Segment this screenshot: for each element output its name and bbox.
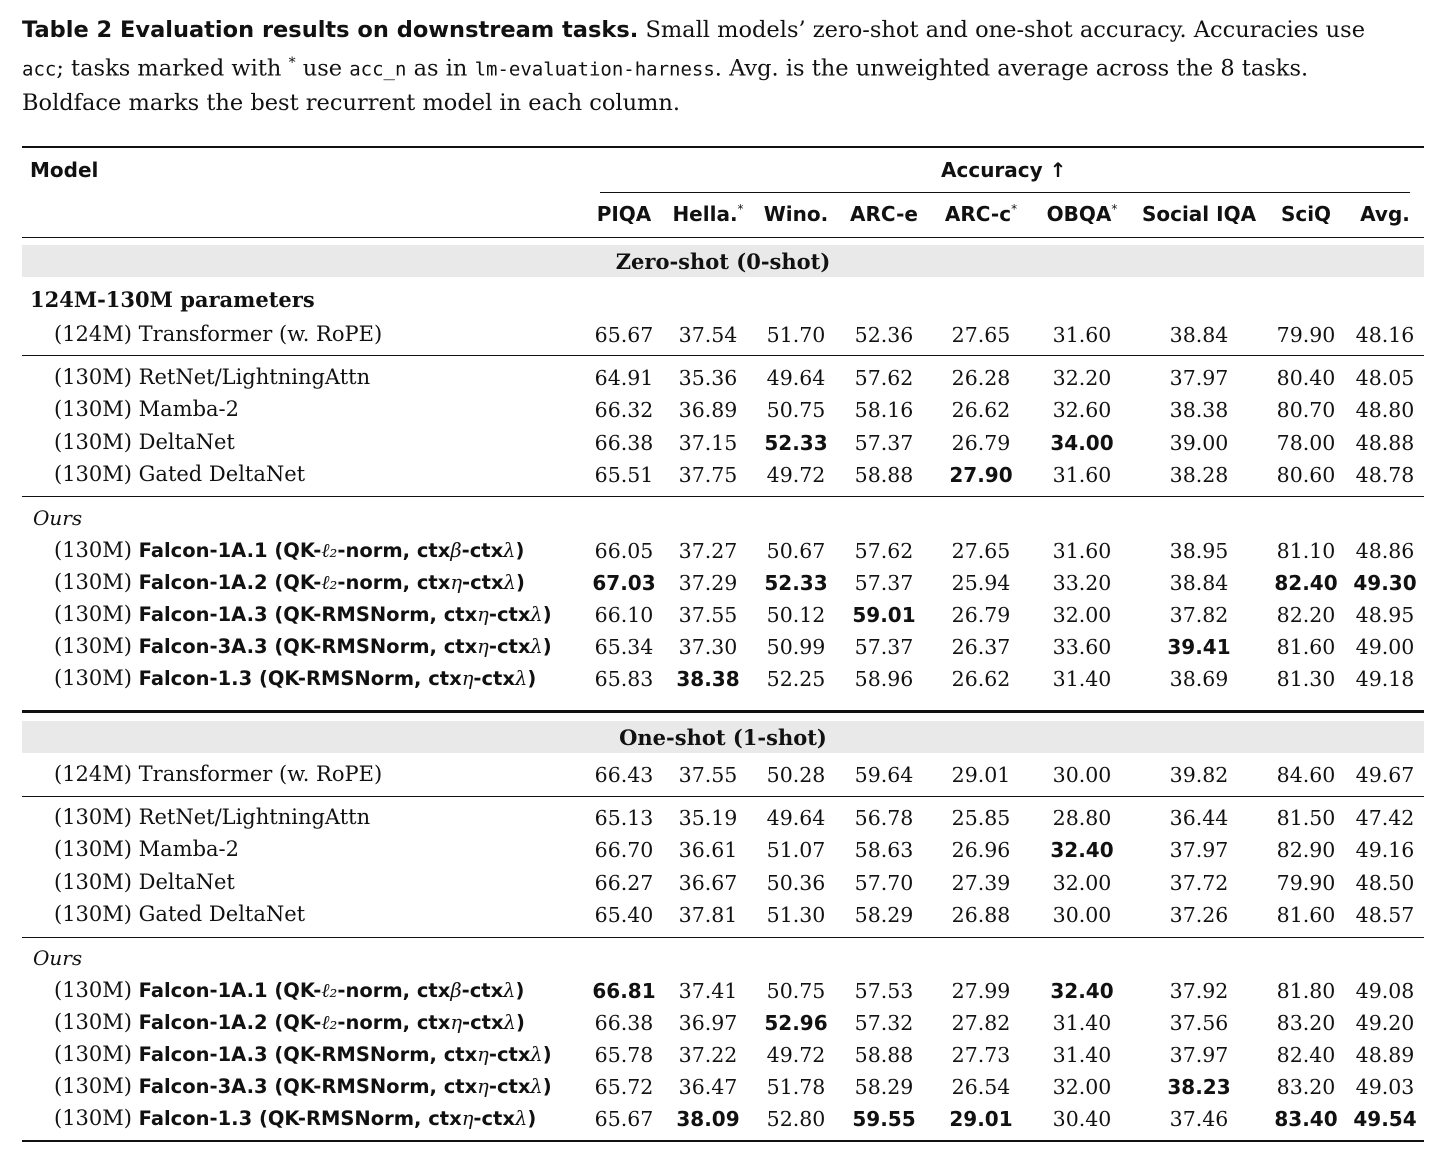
table-cell: 49.67: [1355, 763, 1415, 787]
table-cell: 26.62: [951, 398, 1011, 423]
table-cell: 37.15: [678, 430, 738, 455]
model-name: (124M) Transformer (w. RoPE): [54, 762, 383, 786]
table-cell: 37.22: [678, 1043, 738, 1067]
table-cell: 48.05: [1355, 366, 1415, 390]
table-cell: 57.70: [854, 870, 914, 895]
table-cell: 52.33: [764, 571, 828, 595]
table-cell: 27.99: [951, 979, 1011, 1003]
table-cell: 79.90: [1276, 323, 1336, 347]
table-cell: 31.60: [1052, 539, 1112, 563]
table-cell: 58.29: [854, 902, 914, 927]
caption-text: use: [302, 55, 343, 82]
table-cell: 80.70: [1276, 398, 1336, 423]
table-cell: 38.38: [676, 667, 740, 691]
ours-label: Ours: [33, 506, 83, 530]
table-cell: 81.80: [1276, 979, 1336, 1003]
table-cell: 58.96: [854, 667, 914, 691]
table-cell: 37.30: [678, 635, 738, 659]
table-cell: 48.95: [1355, 603, 1415, 627]
ours-label: Ours: [33, 946, 83, 970]
table-cell: 32.00: [1052, 1075, 1112, 1099]
table-cell: 26.96: [951, 838, 1011, 863]
table-cell: 35.36: [678, 366, 738, 390]
column-header: [850, 202, 918, 226]
table-cell: 36.44: [1169, 806, 1229, 830]
table-cell: 36.67: [678, 870, 738, 895]
table-cell: 27.73: [951, 1043, 1011, 1067]
table-cell: 66.05: [594, 539, 654, 563]
table-cell: 37.97: [1169, 366, 1229, 390]
greek-symbol: η: [450, 571, 463, 594]
table-cell: 37.92: [1169, 979, 1229, 1003]
table-cell: 49.16: [1355, 838, 1415, 863]
caption-text: as in: [413, 55, 468, 82]
model-name: (130M) Falcon-1.3 (QK-RMSNorm, ctxη-ctxλ): [54, 1106, 537, 1130]
table-cell: 58.29: [854, 1075, 914, 1099]
caption-line1: Small models’ zero-shot and one-shot accuracy. Accuracies use: [645, 17, 1366, 43]
baseline-rule: [22, 796, 1424, 797]
column-header-label: Wino.: [763, 202, 829, 226]
table-cell: 65.78: [594, 1043, 654, 1067]
accuracy-underline: [600, 192, 1410, 193]
table-cell: 65.67: [594, 1107, 654, 1131]
table-cell: 37.26: [1169, 902, 1229, 927]
column-header: [945, 202, 1017, 226]
table-cell: 31.40: [1052, 1011, 1112, 1035]
l2-symbol: ℓ₂: [321, 571, 338, 594]
falcon-model-name: Falcon-1A.3 (QK-RMSNorm, ctxη-ctxλ): [138, 1043, 552, 1066]
table-cell: 49.64: [766, 806, 826, 830]
caption-code-acc-n: acc_n: [349, 58, 407, 81]
table-cell: 48.86: [1355, 539, 1415, 563]
table-cell: 52.96: [764, 1011, 828, 1035]
header-accuracy: Accuracy ↑: [941, 158, 1067, 182]
model-name: (130M) Gated DeltaNet: [54, 901, 306, 926]
table-cell: 28.80: [1052, 806, 1112, 830]
table-cell: 83.40: [1274, 1107, 1338, 1131]
l2-symbol: ℓ₂: [321, 1011, 338, 1034]
table-cell: 81.10: [1276, 539, 1336, 563]
model-name: (130M) RetNet/LightningAttn: [54, 805, 371, 829]
table-cell: 48.78: [1355, 462, 1415, 487]
table-cell: 32.00: [1052, 870, 1112, 895]
table-cell: 56.78: [854, 806, 914, 830]
table-cell: 26.28: [951, 366, 1011, 390]
table-cell: 25.94: [951, 571, 1011, 595]
greek-symbol: λ: [503, 539, 516, 562]
model-name: (130M) Falcon-1A.2 (QK-ℓ₂-norm, ctxη-ctxλ): [54, 570, 525, 594]
table-cell: 66.10: [594, 603, 654, 627]
model-name: (130M) DeltaNet: [54, 429, 235, 454]
greek-symbol: λ: [514, 667, 528, 690]
column-header-label: PIQA: [596, 202, 652, 226]
greek-symbol: η: [461, 1107, 474, 1130]
table-cell: 48.89: [1355, 1043, 1415, 1067]
table-cell: 57.37: [854, 571, 914, 595]
column-header-star: *: [1011, 202, 1018, 216]
table-cell: 26.37: [951, 635, 1011, 659]
table-cell: 32.00: [1052, 603, 1112, 627]
model-name: (130M) Falcon-1A.3 (QK-RMSNorm, ctxη-ctxλ): [54, 1042, 552, 1066]
table-cell: 29.01: [949, 1107, 1013, 1131]
table-cell: 36.47: [678, 1075, 738, 1099]
table-cell: 36.61: [678, 838, 738, 863]
falcon-model-name: Falcon-1A.3 (QK-RMSNorm, ctxη-ctxλ): [138, 603, 552, 626]
model-name: (130M) Falcon-1A.1 (QK-ℓ₂-norm, ctxβ-ctxλ): [54, 538, 525, 562]
table-cell: 52.25: [766, 667, 826, 691]
table-cell: 36.89: [678, 398, 738, 423]
ours-rule: [22, 496, 1424, 497]
table-cell: 49.20: [1355, 1011, 1415, 1035]
greek-symbol: β: [450, 539, 462, 562]
table-cell: 49.72: [766, 1043, 826, 1067]
table-cell: 64.91: [594, 366, 654, 390]
table-cell: 59.55: [852, 1107, 916, 1131]
column-header-star: *: [1111, 202, 1118, 216]
table-cell: 26.79: [951, 603, 1011, 627]
greek-symbol: η: [477, 1043, 489, 1066]
caption-text: ; tasks marked with: [56, 55, 282, 82]
section-rule: [22, 710, 1424, 713]
table-cell: 35.19: [678, 806, 738, 830]
table-cell: 37.75: [678, 462, 738, 487]
greek-symbol: η: [477, 603, 489, 626]
column-header-label: Avg.: [1360, 202, 1410, 226]
falcon-model-name: Falcon-1A.2 (QK-ℓ₂-norm, ctxη-ctxλ): [138, 1011, 525, 1034]
falcon-model-name: Falcon-1.3 (QK-RMSNorm, ctxη-ctxλ): [138, 1107, 537, 1130]
table-cell: 39.00: [1169, 430, 1229, 455]
table-cell: 49.08: [1355, 979, 1415, 1003]
table-cell: 33.60: [1052, 635, 1112, 659]
table-cell: 37.97: [1169, 838, 1229, 863]
greek-symbol: λ: [503, 571, 516, 594]
table-cell: 49.64: [766, 366, 826, 390]
table-cell: 38.84: [1169, 571, 1229, 595]
falcon-model-name: Falcon-1.3 (QK-RMSNorm, ctxη-ctxλ): [138, 667, 537, 690]
caption-star: *: [288, 55, 296, 71]
model-name: (130M) DeltaNet: [54, 869, 235, 894]
table-cell: 79.90: [1276, 870, 1336, 895]
model-name: (130M) Falcon-1A.3 (QK-RMSNorm, ctxη-ctxλ): [54, 602, 552, 626]
table-cell: 37.81: [678, 902, 738, 927]
table-cell: 66.32: [594, 398, 654, 423]
table-cell: 66.81: [592, 979, 656, 1003]
table-cell: 48.88: [1355, 430, 1415, 455]
l2-symbol: ℓ₂: [321, 979, 338, 1002]
table-cell: 57.37: [854, 635, 914, 659]
model-name: (124M) Transformer (w. RoPE): [54, 322, 383, 346]
table-cell: 66.27: [594, 870, 654, 895]
caption-label: Table 2 Evaluation results on downstream tasks.: [22, 17, 639, 43]
table-cell: 49.30: [1353, 571, 1417, 595]
table-cell: 37.97: [1169, 1043, 1229, 1067]
table-cell: 26.62: [951, 667, 1011, 691]
greek-symbol: β: [450, 979, 462, 1002]
param-group-label: 124M-130M parameters: [30, 287, 315, 312]
table-cell: 81.30: [1276, 667, 1336, 691]
table-cell: 38.38: [1169, 398, 1229, 423]
table-cell: 58.88: [854, 462, 914, 487]
table-cell: 57.53: [854, 979, 914, 1003]
table-cell: 57.62: [854, 366, 914, 390]
one-shot-title: One-shot (1-shot): [619, 725, 827, 750]
falcon-model-name: Falcon-3A.3 (QK-RMSNorm, ctxη-ctxλ): [138, 1075, 552, 1098]
bottom-rule: [22, 1140, 1424, 1142]
table-cell: 50.36: [766, 870, 826, 895]
table-cell: 59.64: [854, 763, 914, 787]
table-cell: 65.72: [594, 1075, 654, 1099]
caption-line3: Boldface marks the best recurrent model in each column.: [22, 89, 681, 116]
table-cell: 50.99: [766, 635, 826, 659]
greek-symbol: λ: [530, 1075, 543, 1098]
table-cell: 82.90: [1276, 838, 1336, 863]
column-header-label: ARC-c: [944, 202, 1012, 226]
table-cell: 50.75: [766, 398, 826, 423]
table-cell: 37.82: [1169, 603, 1229, 627]
table-cell: 38.84: [1169, 323, 1229, 347]
table-cell: 65.67: [594, 323, 654, 347]
table-cell: 32.20: [1052, 366, 1112, 390]
table-cell: 27.39: [951, 870, 1011, 895]
table-cell: 65.51: [594, 462, 654, 487]
column-header-star: *: [737, 202, 744, 216]
table-cell: 48.57: [1355, 902, 1415, 927]
caption-code-acc: acc: [22, 58, 57, 81]
table-cell: 27.82: [951, 1011, 1011, 1035]
table-cell: 30.00: [1052, 763, 1112, 787]
table-cell: 26.54: [951, 1075, 1011, 1099]
table-cell: 58.63: [854, 838, 914, 863]
table-cell: 66.38: [594, 430, 654, 455]
table-cell: 65.13: [594, 806, 654, 830]
table-cell: 50.28: [766, 763, 826, 787]
table-cell: 38.28: [1169, 462, 1229, 487]
header-model: Model: [30, 158, 99, 182]
table-cell: 51.30: [766, 902, 826, 927]
model-name: (130M) Falcon-1A.1 (QK-ℓ₂-norm, ctxβ-ctxλ): [54, 978, 525, 1002]
table-cell: 49.18: [1355, 667, 1415, 691]
table-cell: 81.50: [1276, 806, 1336, 830]
l2-symbol: ℓ₂: [321, 539, 338, 562]
table-cell: 48.50: [1355, 870, 1415, 895]
table-cell: 50.12: [766, 603, 826, 627]
caption-code-harness: lm-evaluation-harness: [474, 58, 715, 81]
caption-text: . Avg. is the unweighted average across the 8 tasks.: [714, 55, 1309, 82]
model-name: (130M) Falcon-1.3 (QK-RMSNorm, ctxη-ctxλ): [54, 666, 537, 690]
table-cell: 36.97: [678, 1011, 738, 1035]
table-cell: 80.40: [1276, 366, 1336, 390]
table-cell: 51.70: [766, 323, 826, 347]
table-cell: 27.65: [951, 323, 1011, 347]
table-cell: 81.60: [1276, 902, 1336, 927]
table-cell: 31.40: [1052, 667, 1112, 691]
falcon-model-name: Falcon-1A.1 (QK-ℓ₂-norm, ctxβ-ctxλ): [138, 539, 525, 562]
table-cell: 37.46: [1169, 1107, 1229, 1131]
greek-symbol: λ: [503, 979, 516, 1002]
table-cell: 39.41: [1167, 635, 1231, 659]
table-cell: 83.20: [1276, 1075, 1336, 1099]
table-cell: 25.85: [951, 806, 1011, 830]
table-cell: 47.42: [1355, 806, 1415, 830]
table-cell: 27.90: [949, 462, 1013, 487]
table-cell: 26.79: [951, 430, 1011, 455]
model-name: (130M) Mamba-2: [54, 397, 240, 422]
table-cell: 37.27: [678, 539, 738, 563]
model-name: (130M) Mamba-2: [54, 837, 240, 862]
table-cell: 82.20: [1276, 603, 1336, 627]
table-cell: 57.32: [854, 1011, 914, 1035]
table-cell: 83.20: [1276, 1011, 1336, 1035]
model-name: (130M) Gated DeltaNet: [54, 461, 306, 486]
table-cell: 37.29: [678, 571, 738, 595]
greek-symbol: η: [477, 1075, 489, 1098]
table-cell: 37.55: [678, 603, 738, 627]
table-cell: 49.03: [1355, 1075, 1415, 1099]
table-cell: 66.70: [594, 838, 654, 863]
table-cell: 31.60: [1052, 323, 1112, 347]
table-cell: 50.67: [766, 539, 826, 563]
falcon-model-name: Falcon-1A.1 (QK-ℓ₂-norm, ctxβ-ctxλ): [138, 979, 525, 1002]
table-cell: 57.62: [854, 539, 914, 563]
table-cell: 49.00: [1355, 635, 1415, 659]
ours-rule: [22, 937, 1424, 938]
table-cell: 80.60: [1276, 462, 1336, 487]
column-header-label: SciQ: [1280, 202, 1332, 226]
greek-symbol: λ: [530, 603, 543, 626]
table-cell: 50.75: [766, 979, 826, 1003]
table-cell: 65.40: [594, 902, 654, 927]
zero-shot-title: Zero-shot (0-shot): [615, 249, 831, 274]
table-cell: 67.03: [592, 571, 656, 595]
table-cell: 31.40: [1052, 1043, 1112, 1067]
table-cell: 37.41: [678, 979, 738, 1003]
column-header: [1047, 202, 1118, 226]
column-header: [672, 202, 743, 226]
table-cell: 32.40: [1050, 979, 1114, 1003]
column-header-label: Social IQA: [1141, 202, 1257, 226]
baseline-rule: [22, 355, 1424, 356]
table-cell: 81.60: [1276, 635, 1336, 659]
table-cell: 52.36: [854, 323, 914, 347]
column-header-label: Hella.: [672, 202, 738, 226]
greek-symbol: η: [461, 667, 474, 690]
greek-symbol: λ: [514, 1107, 528, 1130]
model-name: (130M) RetNet/LightningAttn: [54, 365, 371, 389]
model-name: (130M) Falcon-3A.3 (QK-RMSNorm, ctxη-ctxλ): [54, 1074, 552, 1098]
table-cell: 51.78: [766, 1075, 826, 1099]
table-cell: 34.00: [1050, 430, 1114, 455]
table-cell: 59.01: [852, 603, 916, 627]
table-cell: 51.07: [766, 838, 826, 863]
table-cell: 32.40: [1050, 838, 1114, 863]
table-cell: 82.40: [1274, 571, 1338, 595]
greek-symbol: η: [477, 635, 489, 658]
column-header-label: OBQA: [1046, 202, 1112, 226]
table-cell: 37.72: [1169, 870, 1229, 895]
table-cell: 30.40: [1052, 1107, 1112, 1131]
table-cell: 66.43: [594, 763, 654, 787]
table-cell: 26.88: [951, 902, 1011, 927]
model-name: (130M) Falcon-1A.2 (QK-ℓ₂-norm, ctxη-ctxλ): [54, 1010, 525, 1034]
top-rule: [22, 146, 1424, 148]
table-cell: 78.00: [1276, 430, 1336, 455]
table-cell: 57.37: [854, 430, 914, 455]
table-cell: 52.80: [766, 1107, 826, 1131]
table-cell: 84.60: [1276, 763, 1336, 787]
table-cell: 49.54: [1353, 1107, 1417, 1131]
table-cell: 37.56: [1169, 1011, 1229, 1035]
table-cell: 58.16: [854, 398, 914, 423]
table-caption: [22, 14, 1434, 120]
table-cell: 37.54: [678, 323, 738, 347]
greek-symbol: η: [450, 1011, 463, 1034]
falcon-model-name: Falcon-3A.3 (QK-RMSNorm, ctxη-ctxλ): [138, 635, 552, 658]
column-header: [764, 202, 829, 226]
column-header: [1360, 202, 1410, 226]
table-cell: 30.00: [1052, 902, 1112, 927]
table-cell: 31.60: [1052, 462, 1112, 487]
table-cell: 38.69: [1169, 667, 1229, 691]
greek-symbol: λ: [530, 1043, 543, 1066]
table-cell: 65.34: [594, 635, 654, 659]
table-cell: 38.23: [1167, 1075, 1231, 1099]
table-cell: 39.82: [1169, 763, 1229, 787]
table-cell: 33.20: [1052, 571, 1112, 595]
table-cell: 27.65: [951, 539, 1011, 563]
column-header: [597, 202, 652, 226]
table-cell: 58.88: [854, 1043, 914, 1067]
table-cell: 49.72: [766, 462, 826, 487]
table-cell: 66.38: [594, 1011, 654, 1035]
table-cell: 48.16: [1355, 323, 1415, 347]
falcon-model-name: Falcon-1A.2 (QK-ℓ₂-norm, ctxη-ctxλ): [138, 571, 525, 594]
table-cell: 65.83: [594, 667, 654, 691]
model-name: (130M) Falcon-3A.3 (QK-RMSNorm, ctxη-ctxλ): [54, 634, 552, 658]
column-header-label: ARC-e: [850, 202, 918, 226]
greek-symbol: λ: [503, 1011, 516, 1034]
column-header: [1281, 202, 1331, 226]
header-rule: [22, 237, 1424, 238]
table-cell: 38.09: [676, 1107, 740, 1131]
column-header: [1142, 202, 1256, 226]
table-cell: 48.80: [1355, 398, 1415, 423]
table-cell: 37.55: [678, 763, 738, 787]
table-cell: 32.60: [1052, 398, 1112, 423]
table-cell: 38.95: [1169, 539, 1229, 563]
greek-symbol: λ: [530, 635, 543, 658]
table-cell: 82.40: [1276, 1043, 1336, 1067]
table-cell: 29.01: [951, 763, 1011, 787]
table-cell: 52.33: [764, 430, 828, 455]
